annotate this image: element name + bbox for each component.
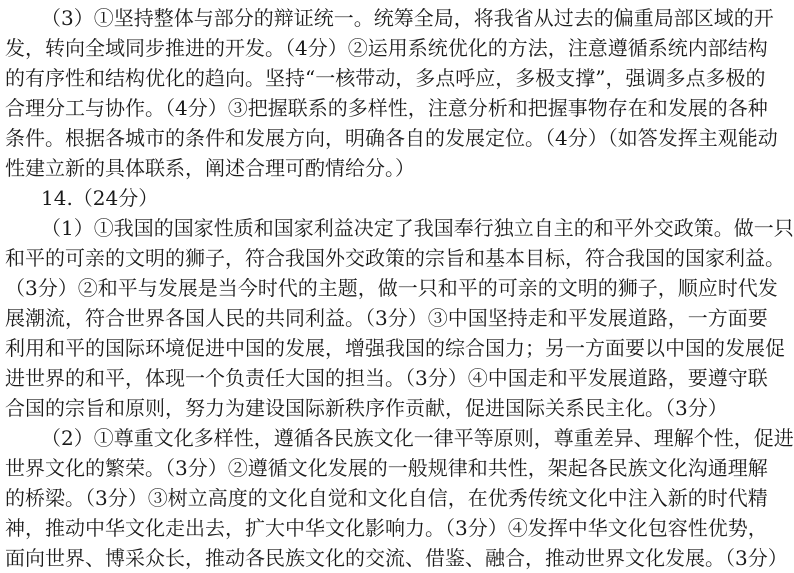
- text-line: （3分）②和平与发展是当今时代的主题，做一只和平的可亲的文明的狮子，顺应时代发: [5, 276, 778, 300]
- text-line: 的有序性和结构优化的趋向。坚持“一核带动，多点呼应，多极支撑”，强调多点多极的: [5, 66, 766, 90]
- text-line: 神，推动中华文化走出去，扩大中华文化影响力。（3分）④发挥中华文化包容性优势，: [5, 516, 768, 540]
- text-line: 和平的可亲的文明的狮子，符合我国外交政策的宗旨和基本目标，符合我国的国家利益。: [5, 246, 785, 270]
- answer-document: [5, 3, 794, 573]
- answer-paragraph: [5, 213, 794, 423]
- text-line: 世界文化的繁荣。（3分）②遵循文化发展的一般规律和共性，架起各民族文化沟通理解: [5, 456, 768, 480]
- text-line: 条件。根据各城市的条件和发展方向，明确各自的发展定位。（4分）（如答发挥主观能动: [5, 126, 778, 150]
- text-line: 合国的宗旨和原则，努力为建设国际新秩序作贡献，促进国际关系民主化。（3分）: [5, 396, 728, 420]
- question-number-heading: [5, 183, 686, 213]
- text-line: 14.（24分）: [41, 186, 159, 210]
- text-line: 展潮流，符合世界各国人民的共同利益。（3分）③中国坚持走和平发展道路，一方面要: [5, 306, 768, 330]
- text-line: 进世界的和平，体现一个负责任大国的担当。（3分）④中国走和平发展道路，要遵守联: [5, 366, 768, 390]
- text-line: 发，转向全域同步推进的开发。（4分）②运用系统优化的方法，注意遵循系统内部结构: [5, 36, 768, 60]
- text-line: （3）①坚持整体与部分的辩证统一。统筹全局，将我省从过去的偏重局部区域的开: [41, 6, 774, 30]
- text-line: （1）①我国的国家性质和国家利益决定了我国奉行独立自主的和平外交政策。做一只: [41, 216, 794, 240]
- answer-paragraph: [5, 3, 778, 183]
- answer-paragraph: [5, 423, 794, 573]
- text-line: 利用和平的国际环境促进中国的发展，增强我国的综合国力；另一方面要以中国的发展促: [5, 336, 785, 360]
- text-line: 合理分工与协作。（4分）③把握联系的多样性，注意分析和把握事物存在和发展的各种: [5, 96, 768, 120]
- text-line: 的桥梁。（3分）③树立高度的文化自觉和文化自信，在优秀传统文化中注入新的时代精: [5, 486, 768, 510]
- text-line: （2）①尊重文化多样性，遵循各民族文化一律平等原则，尊重差异、理解个性，促进: [41, 426, 794, 450]
- text-line: 面向世界、博采众长，推动各民族文化的交流、借鉴、融合，推动世界文化发展。（3分）: [5, 546, 788, 570]
- text-line: 性建立新的具体联系，阐述合理可酌情给分。）: [5, 156, 415, 180]
